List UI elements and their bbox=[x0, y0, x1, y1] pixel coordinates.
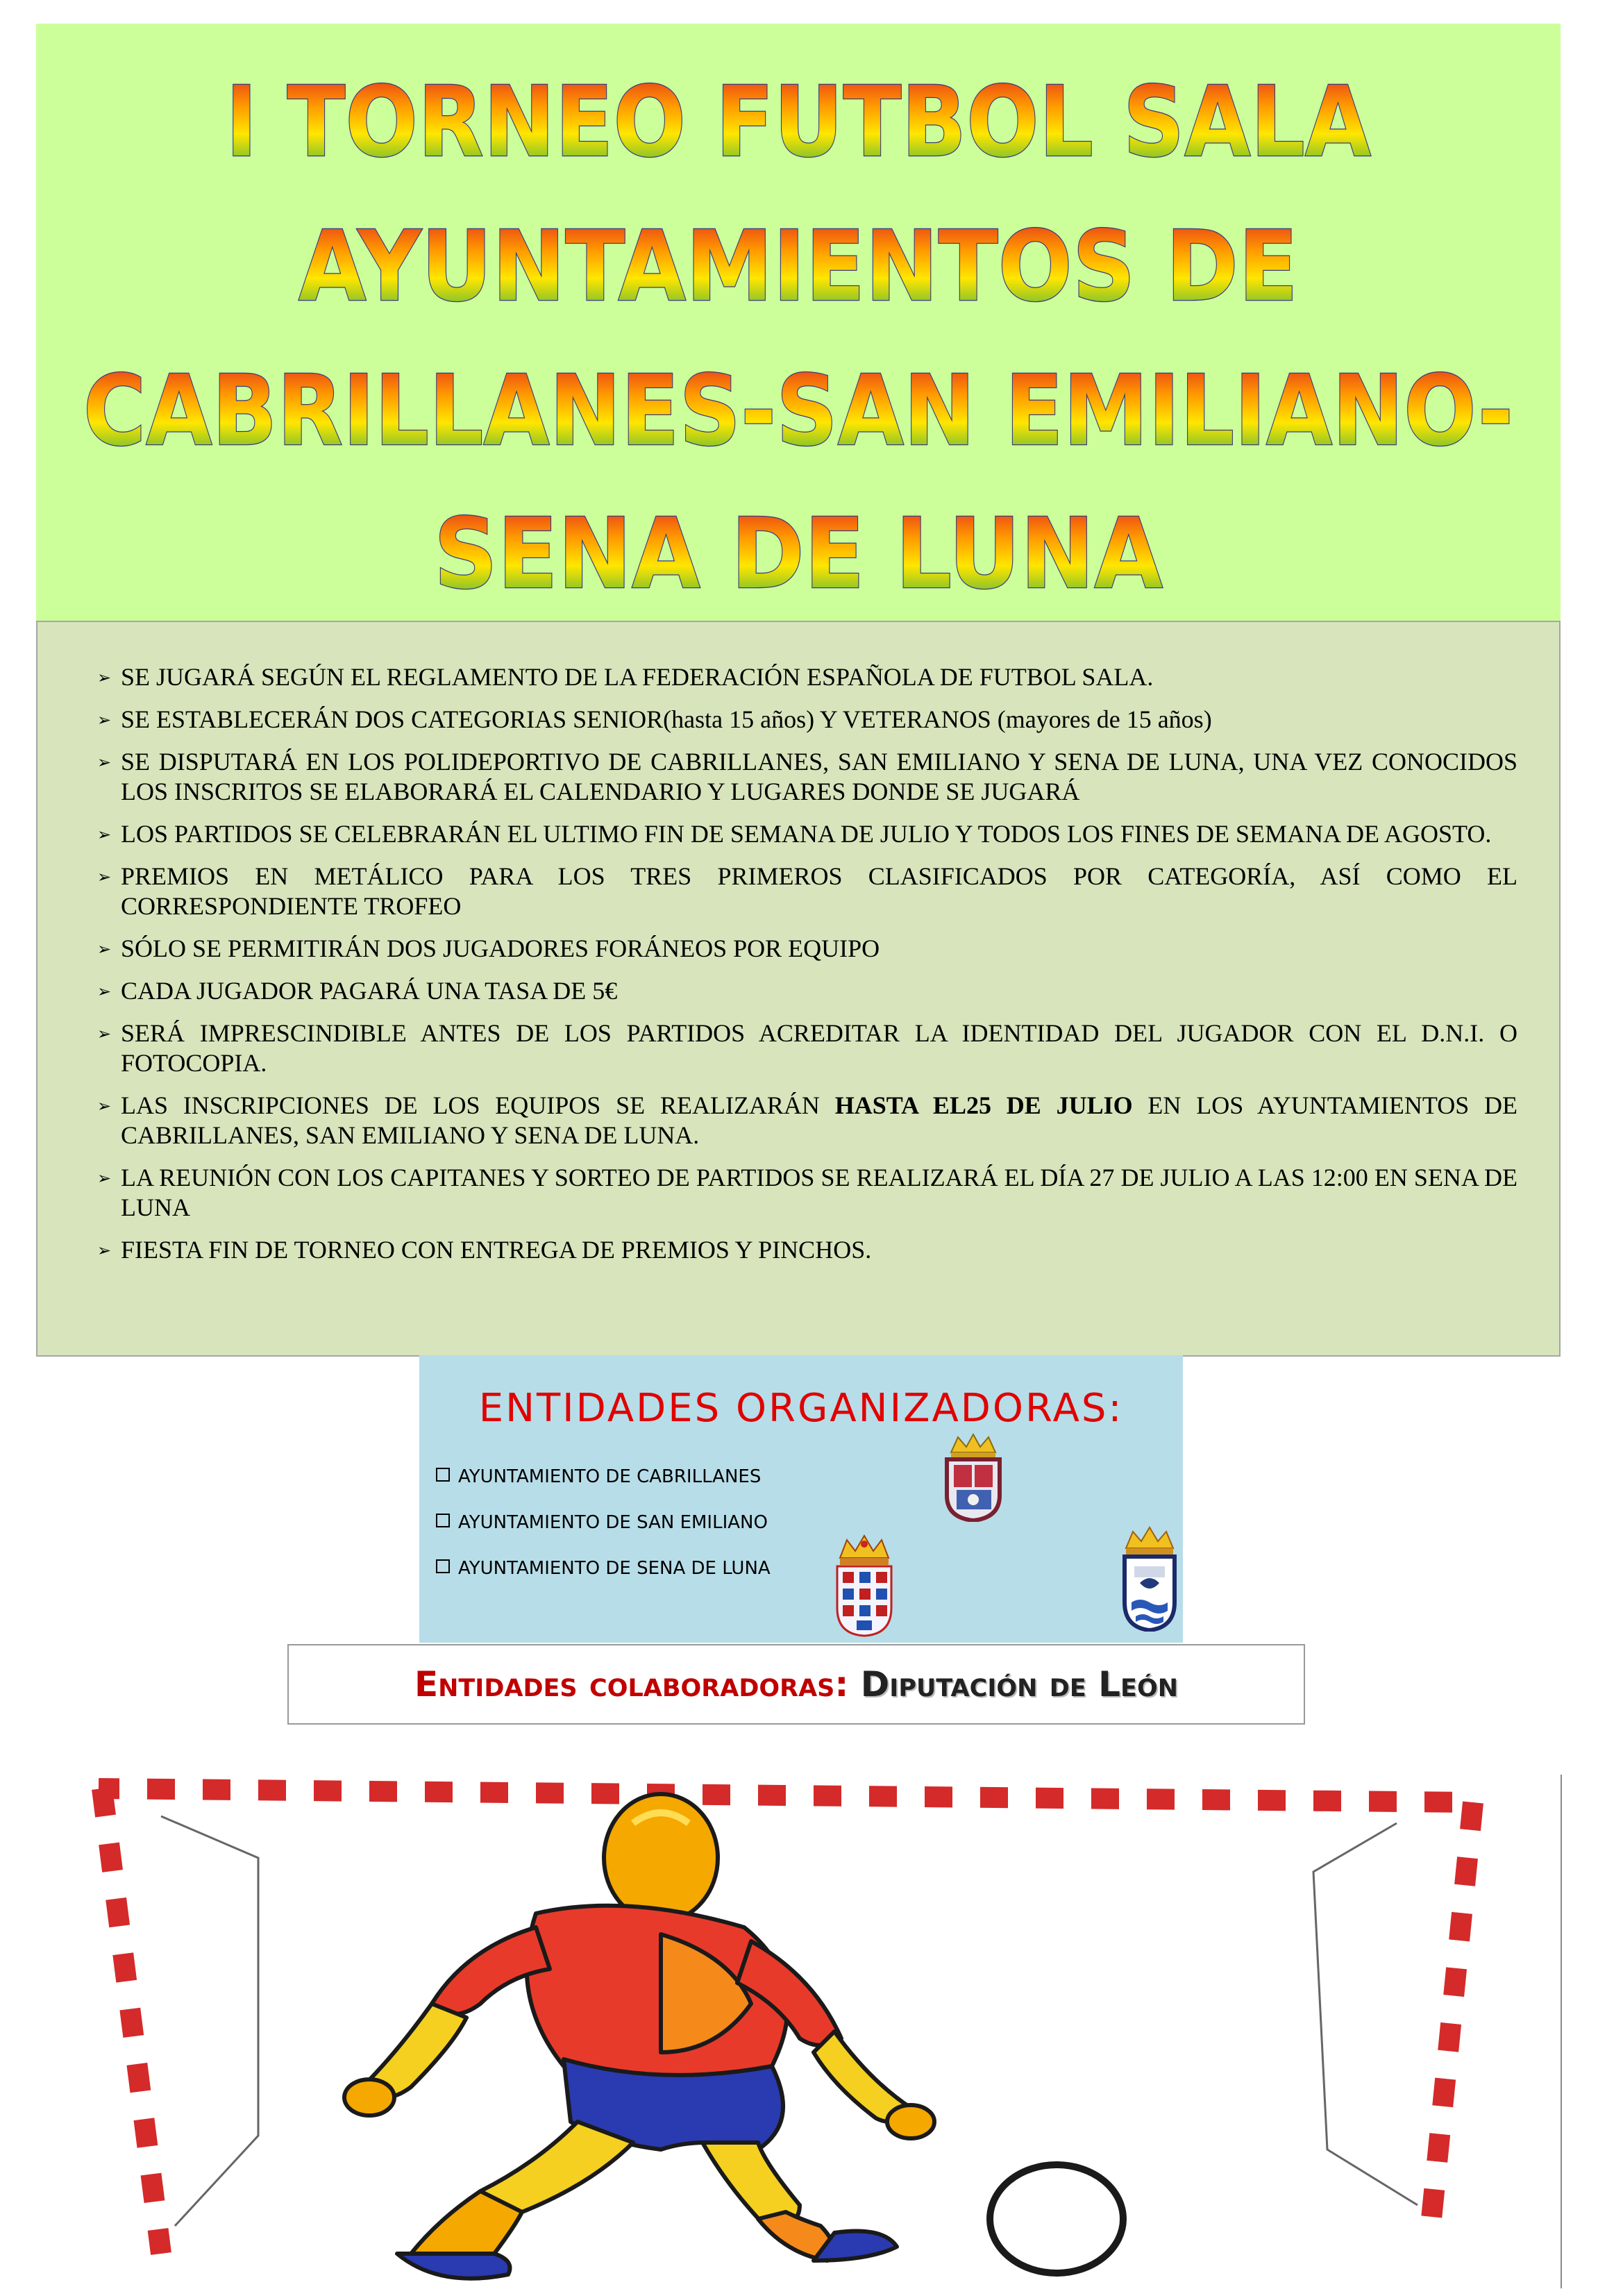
arrow-bullet-icon: ➢ bbox=[97, 825, 112, 844]
organizer-item: AYUNTAMIENTO DE SAN EMILIANO bbox=[436, 1509, 771, 1555]
arrow-bullet-icon: ➢ bbox=[97, 1096, 112, 1116]
checkbox-bullet-icon bbox=[436, 1468, 450, 1482]
rule-item: ➢ SERÁ IMPRESCINDIBLE ANTES DE LOS PARTIDOS ACREDITAR LA IDENTIDAD DEL JUGADOR CON EL D.N.I. O FOTOCOPIA. bbox=[97, 1019, 1517, 1077]
san-emiliano-crest-icon bbox=[833, 1533, 895, 1637]
title-graphic bbox=[36, 24, 1561, 621]
arrow-bullet-icon: ➢ bbox=[97, 939, 112, 959]
rule-item: ➢ CADA JUGADOR PAGARÁ UNA TASA DE 5€ bbox=[121, 976, 1517, 1006]
futsal-player-illustration bbox=[36, 1775, 1561, 2288]
rule-item: ➢ LAS INSCRIPCIONES DE LOS EQUIPOS SE REALIZARÁN HASTA EL25 DE JULIO EN LOS AYUNTAMIENTOS DE CABRILLANES, SAN EMILIANO Y SENA DE LUNA. bbox=[97, 1091, 1518, 1149]
checkbox-bullet-icon bbox=[436, 1514, 450, 1527]
title-line-1: I TORNEO FUTBOL SALA bbox=[226, 66, 1371, 179]
rule-item: ➢ LOS PARTIDOS SE CELEBRARÁN EL ULTIMO FIN DE SEMANA DE JULIO Y TODOS LOS FINES DE SEMANA DE AGOSTO. bbox=[121, 819, 1517, 849]
rule-item: ➢ FIESTA FIN DE TORNEO CON ENTREGA DE PREMIOS Y PINCHOS. bbox=[121, 1235, 1517, 1265]
rule-item: ➢ LA REUNIÓN CON LOS CAPITANES Y SORTEO DE PARTIDOS SE REALIZARÁ EL DÍA 27 DE JULIO A LAS 12:00 EN SENA DE LUNA bbox=[97, 1164, 1517, 1221]
cabrillanes-crest-icon bbox=[941, 1432, 1005, 1522]
collaborators-box bbox=[287, 1644, 1305, 1725]
title-panel bbox=[36, 24, 1561, 621]
rules-list bbox=[37, 622, 1559, 1265]
title-line-4: SENA DE LUNA bbox=[434, 498, 1163, 611]
arrow-bullet-icon: ➢ bbox=[97, 1168, 112, 1188]
rule-item: ➢ SE DISPUTARÁ EN LOS POLIDEPORTIVO DE CABRILLANES, SAN EMILIANO Y SENA DE LUNA, UNA VEZ CONOCIDOS LOS INSCRITOS SE ELABORARÁ EL CALENDARIO Y LUGARES DONDE SE JUGARÁ bbox=[97, 748, 1517, 805]
collaborators-label: Entidades colaboradoras: bbox=[414, 1664, 849, 1704]
arrow-bullet-icon: ➢ bbox=[97, 710, 112, 730]
checkbox-bullet-icon bbox=[436, 1559, 450, 1573]
arrow-bullet-icon: ➢ bbox=[97, 982, 112, 1001]
rule-item: ➢ SÓLO SE PERMITIRÁN DOS JUGADORES FORÁNEOS POR EQUIPO bbox=[121, 934, 1517, 964]
title-line-2: AYUNTAMIENTOS DE bbox=[298, 210, 1298, 324]
rules-panel bbox=[36, 621, 1561, 1357]
rule-item: ➢ PREMIOS EN METÁLICO PARA LOS TRES PRIMEROS CLASIFICADOS POR CATEGORÍA, ASÍ COMO EL CORRESPONDIENTE TROFEO bbox=[97, 862, 1517, 920]
organizers-list bbox=[436, 1464, 771, 1601]
organizer-item: AYUNTAMIENTO DE SENA DE LUNA bbox=[436, 1555, 771, 1601]
arrow-bullet-icon: ➢ bbox=[97, 1241, 112, 1260]
organizer-item: AYUNTAMIENTO DE CABRILLANES bbox=[436, 1464, 771, 1509]
sena-de-luna-crest-icon bbox=[1120, 1525, 1179, 1632]
organizers-title: ENTIDADES ORGANIZADORAS: bbox=[478, 1386, 1124, 1431]
ball-icon bbox=[990, 2165, 1123, 2273]
page-border-line bbox=[1561, 1775, 1562, 2288]
player-figure bbox=[344, 1794, 934, 2279]
organizers-panel bbox=[419, 1355, 1183, 1643]
rule-item: ➢ SE ESTABLECERÁN DOS CATEGORIAS SENIOR(hasta 15 años) Y VETERANOS (mayores de 15 años) bbox=[121, 705, 1517, 735]
rule-item: ➢ SE JUGARÁ SEGÚN EL REGLAMENTO DE LA FEDERACIÓN ESPAÑOLA DE FUTBOL SALA. bbox=[121, 662, 1517, 692]
title-line-3: CABRILLANES-SAN EMILIANO- bbox=[83, 355, 1513, 468]
arrow-bullet-icon: ➢ bbox=[97, 668, 112, 687]
registration-deadline: HASTA EL25 DE JULIO bbox=[834, 1091, 1133, 1119]
arrow-bullet-icon: ➢ bbox=[97, 1024, 112, 1044]
arrow-bullet-icon: ➢ bbox=[97, 867, 112, 887]
collaborators-value: Diputación de León bbox=[848, 1664, 1178, 1704]
arrow-bullet-icon: ➢ bbox=[97, 753, 112, 772]
